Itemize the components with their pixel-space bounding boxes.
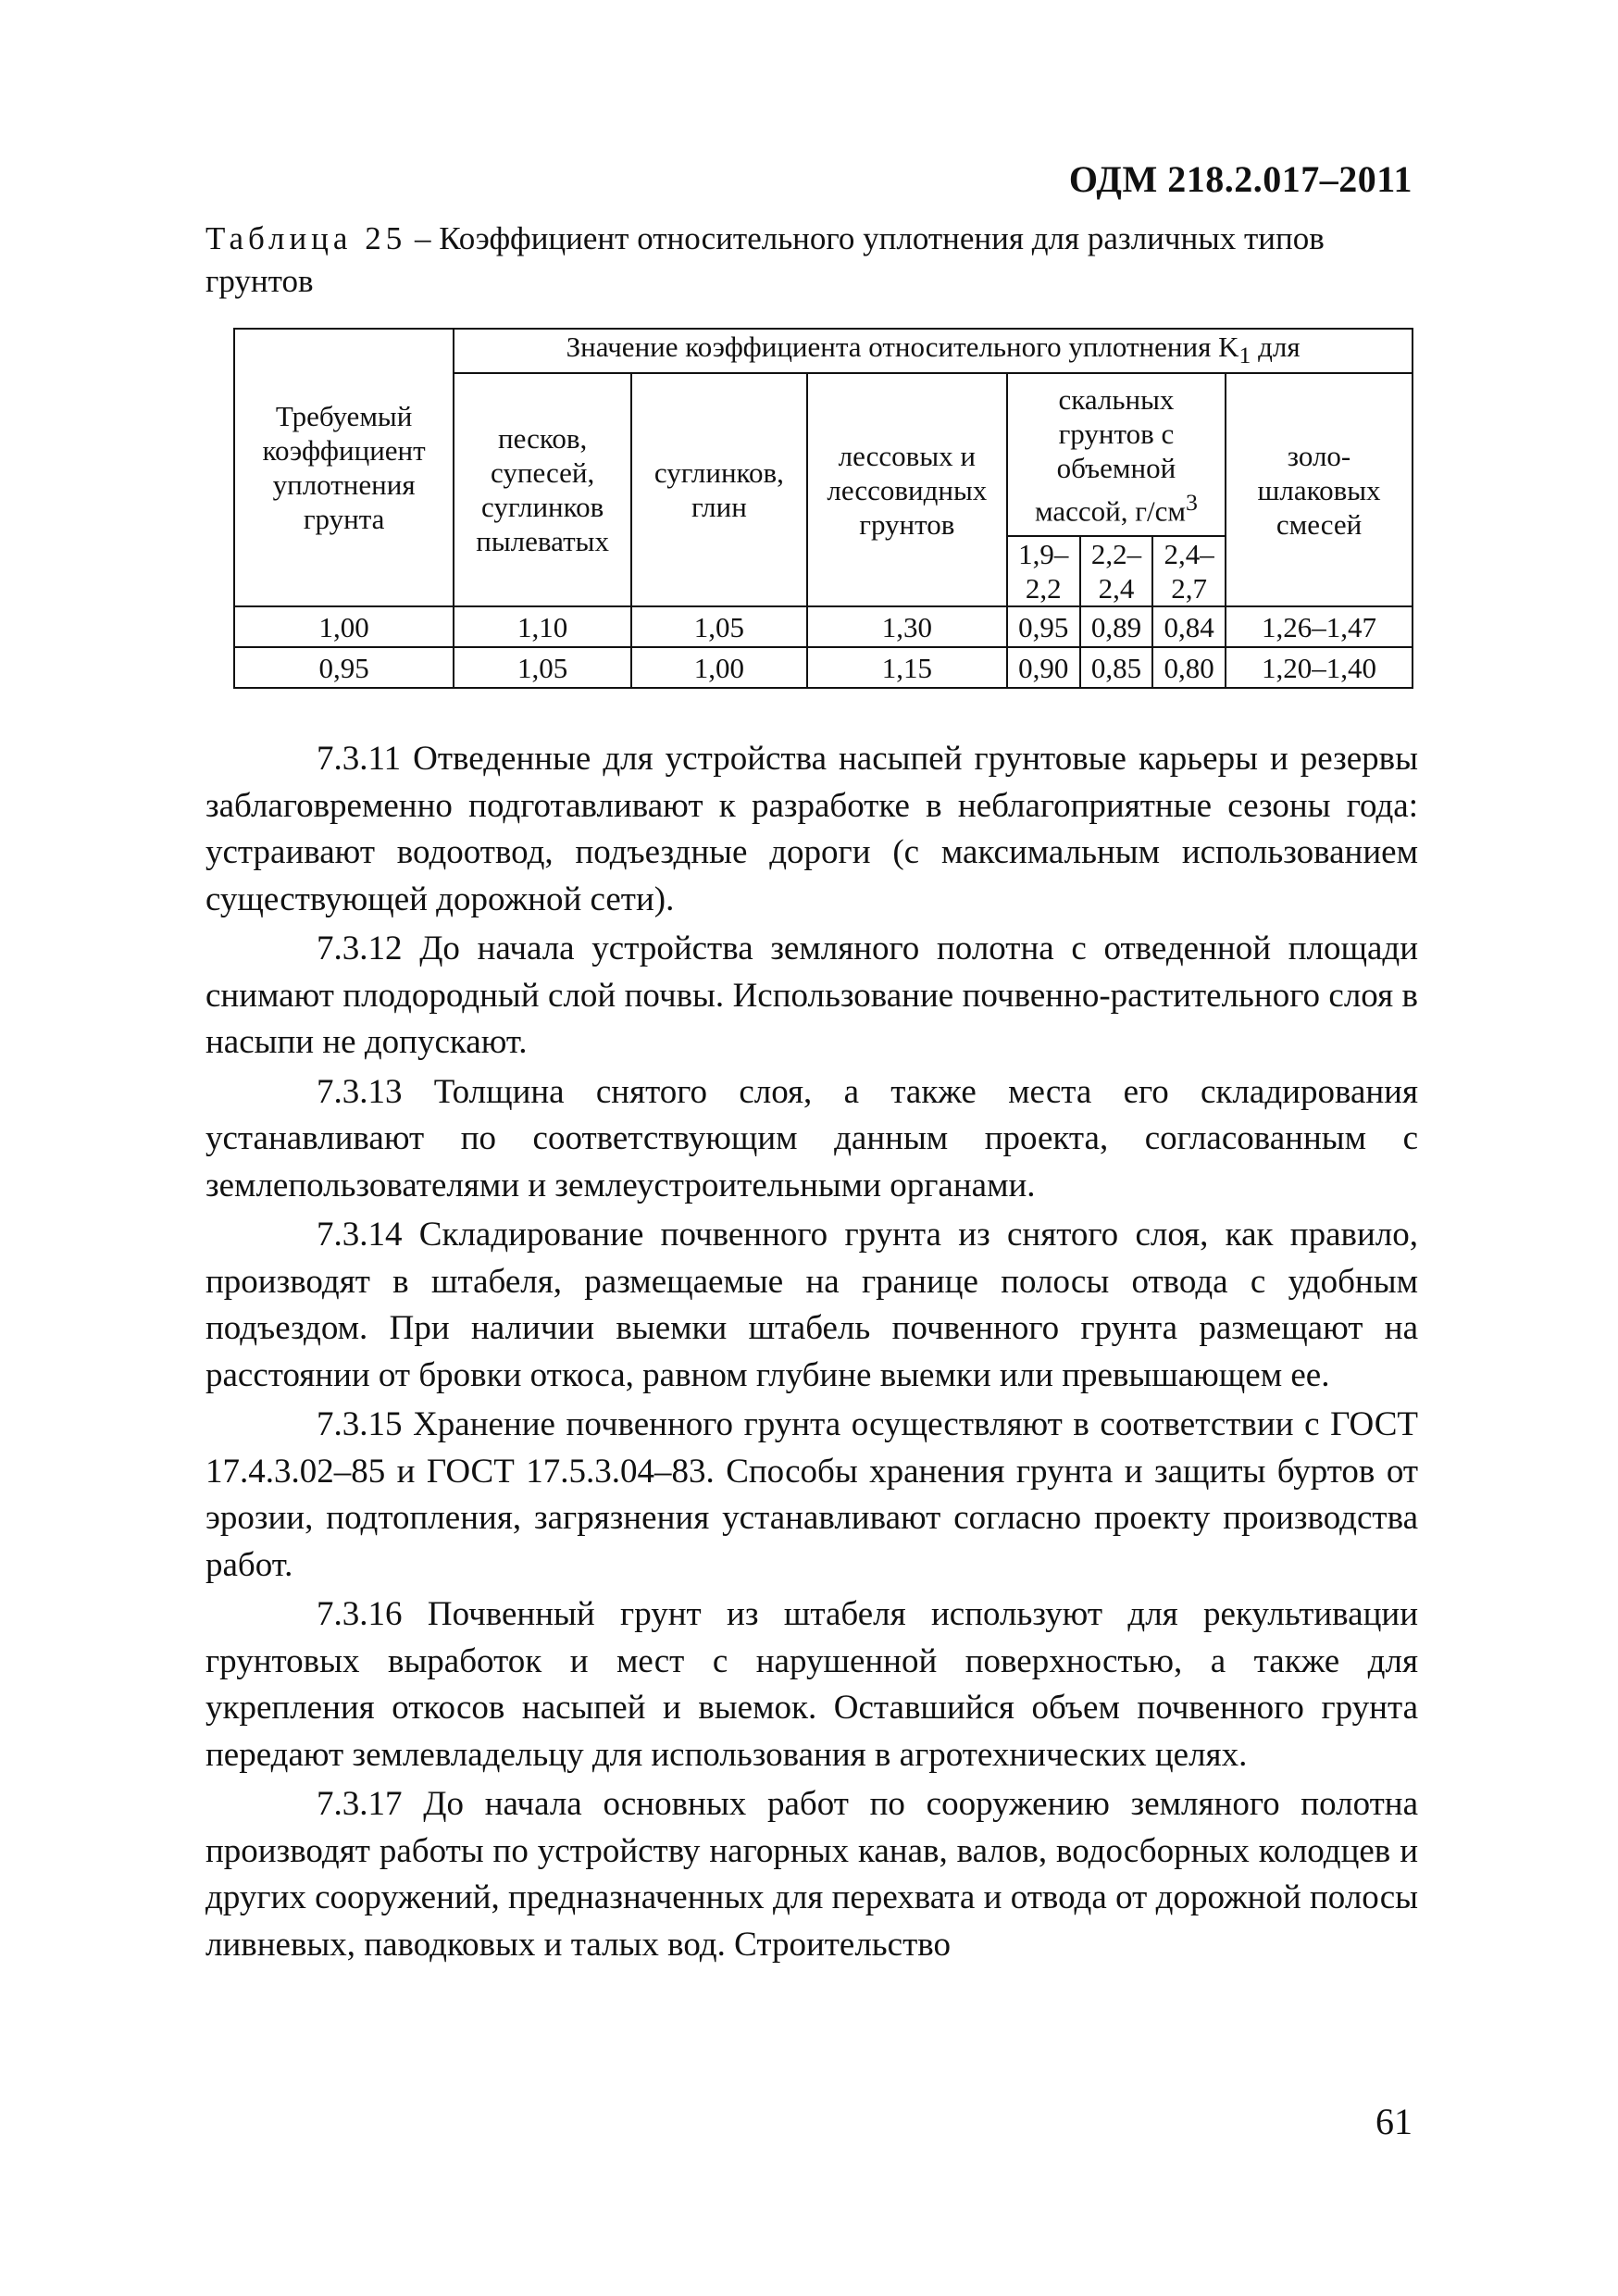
- header-group-text: Значение коэффициента относительного уплотнения K: [566, 331, 1239, 363]
- header-ash-slag: золо-шлаковых смесей: [1226, 373, 1413, 606]
- table-row: [234, 606, 1413, 647]
- compaction-coefficient-table: [233, 328, 1413, 689]
- header-rock-text: скальных грунтов с объемной массой, г/см: [1034, 382, 1186, 527]
- body-text: [205, 736, 1418, 1971]
- table-cell: 0,95: [1007, 606, 1080, 647]
- table-cell: 1,05: [631, 606, 807, 647]
- table-cell: 1,05: [454, 647, 631, 688]
- table-cell: 1,10: [454, 606, 631, 647]
- paragraph-7-3-16: 7.3.16 Почвенный грунт из штабеля используют для рекультивации грунтовых выработок и мест с нарушенной поверхностью, а также для укрепления откосов насыпей и выемок. Оставшийся объем почвенного грунта передают землевладельцу для использования в агротехнических целях.: [205, 1595, 1418, 1774]
- table-caption: [205, 218, 1418, 303]
- paragraph-7-3-15: 7.3.15 Хранение почвенного грунта осуществляют в соответствии с ГОСТ 17.4.3.02–85 и ГОСТ 17.5.3.04–83. Способы хранения грунта и защиты буртов от эрозии, подтопления, загрязнения устанавливают согласно проекту производства работ.: [205, 1405, 1418, 1584]
- paragraph-7-3-13: 7.3.13 Толщина снятого слоя, а также места его складирования устанавливают по соответствующим данным проекта, согласованным с землепользователями и землеустроительными органами.: [205, 1072, 1418, 1204]
- header-rock-range: 2,2–2,4: [1080, 536, 1153, 606]
- paragraph-7-3-17: 7.3.17 До начала основных работ по сооружению земляного полотна производят работы по устройству нагорных канав, валов, водосборных колодцев и других сооружений, предназначенных для перехвата и отвода от дорожной полосы ливневых, паводковых и талых вод. Строительство: [205, 1785, 1418, 1964]
- table-row: [234, 647, 1413, 688]
- paragraph-7-3-12: 7.3.12 До начала устройства земляного полотна с отведенной площади снимают плодородный слой почвы. Использование почвенно-растительного слоя в насыпи не допускают.: [205, 930, 1418, 1061]
- table-cell: 0,95: [234, 647, 454, 688]
- table-cell: 0,84: [1152, 606, 1226, 647]
- header-sands: песков, супесей, суглинков пылеватых: [454, 373, 631, 606]
- table-cell: 1,00: [631, 647, 807, 688]
- table-cell: 1,30: [807, 606, 1007, 647]
- header-rock-range: 2,4–2,7: [1152, 536, 1226, 606]
- header-group: [454, 329, 1413, 373]
- table-cell: 0,85: [1080, 647, 1153, 688]
- header-rock: [1007, 373, 1226, 536]
- table-cell: 1,15: [807, 647, 1007, 688]
- header-rock-range: 1,9–2,2: [1007, 536, 1080, 606]
- table-cell: 1,00: [234, 606, 454, 647]
- table-caption-label: Таблица 25: [205, 220, 407, 256]
- header-group-subscript: 1: [1238, 342, 1251, 369]
- table-cell: 0,80: [1152, 647, 1226, 688]
- header-rock-superscript: 3: [1185, 488, 1198, 516]
- paragraph-7-3-11: 7.3.11 Отведенные для устройства насыпей грунтовые карьеры и резервы заблаговременно подготавливают к разработке в неблагоприятные сезоны года: устраивают водоотвод, подъездные дороги (с максимальным использованием существующей дорожной сети).: [205, 740, 1418, 918]
- header-required-coefficient: Требуемый коэффициент уплотнения грунта: [234, 329, 454, 606]
- table-cell: 1,20–1,40: [1226, 647, 1413, 688]
- header-loams: суглинков, глин: [631, 373, 807, 606]
- page-number: 61: [1375, 2101, 1413, 2142]
- table-caption-text: – Коэффициент относительного уплотнения для различных типов грунтов: [205, 220, 1325, 299]
- table-cell: 1,26–1,47: [1226, 606, 1413, 647]
- header-group-suffix: для: [1251, 331, 1301, 363]
- header-loess: лессовых и лессовидных грунтов: [807, 373, 1007, 606]
- document-code: ОДМ 218.2.017–2011: [1068, 158, 1413, 200]
- table-cell: 0,90: [1007, 647, 1080, 688]
- table-cell: 0,89: [1080, 606, 1153, 647]
- paragraph-7-3-14: 7.3.14 Складирование почвенного грунта из снятого слоя, как правило, производят в штабеля, размещаемые на границе полосы отвода с удобным подъездом. При наличии выемки штабель почвенного грунта размещают на расстоянии от бровки откоса, равном глубине выемки или превышающем ее.: [205, 1216, 1418, 1394]
